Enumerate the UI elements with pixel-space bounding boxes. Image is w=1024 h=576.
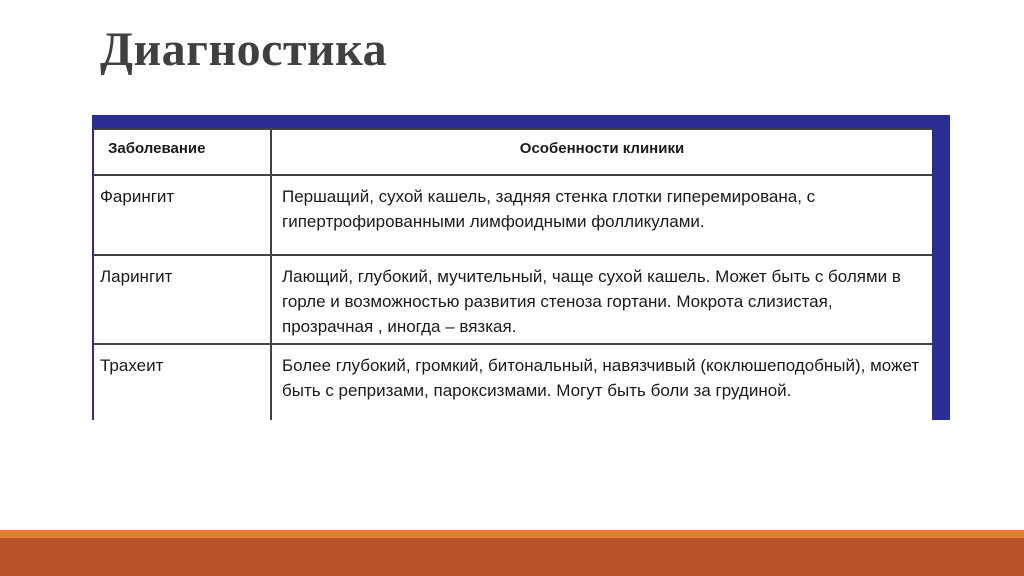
table-container <box>94 128 932 420</box>
table-row <box>94 175 932 255</box>
diagnosis-table <box>94 128 932 420</box>
slide-title: Диагностика <box>100 23 388 76</box>
features-cell <box>271 255 932 344</box>
features-cell <box>271 175 932 255</box>
disease-cell <box>94 175 271 255</box>
disease-name: Ларингит <box>100 267 173 286</box>
disease-name: Трахеит <box>100 356 164 375</box>
table-frame <box>92 115 950 420</box>
table-row <box>94 255 932 344</box>
footer-accent-stripe <box>0 530 1024 538</box>
disease-cell <box>94 255 271 344</box>
disease-features: Першащий, сухой кашель, задняя стенка глотки гиперемирована, с гипертрофированными лимфоидными фолликулами. <box>282 187 816 231</box>
disease-features: Лающий, глубокий, мучительный, чаще сухой кашель. Может быть с болями в горле и возможностью развития стеноза гортани. Мокрота слизистая, прозрачная , иногда – вязкая. <box>282 267 901 336</box>
table-header-row <box>94 129 932 175</box>
header-label-features: Особенности клиники <box>519 140 685 157</box>
footer-bar <box>0 538 1024 576</box>
header-label-disease: Заболевание <box>108 140 206 157</box>
disease-cell <box>94 344 271 420</box>
header-cell-disease <box>94 129 271 175</box>
table-row <box>94 344 932 420</box>
disease-name: Фарингит <box>100 187 175 206</box>
features-cell <box>271 344 932 420</box>
disease-features: Более глубокий, громкий, битональный, навязчивый (коклюшеподобный), может быть с репризами, пароксизмами. Могут быть боли за грудиной. <box>282 356 920 400</box>
header-cell-features <box>271 129 932 175</box>
